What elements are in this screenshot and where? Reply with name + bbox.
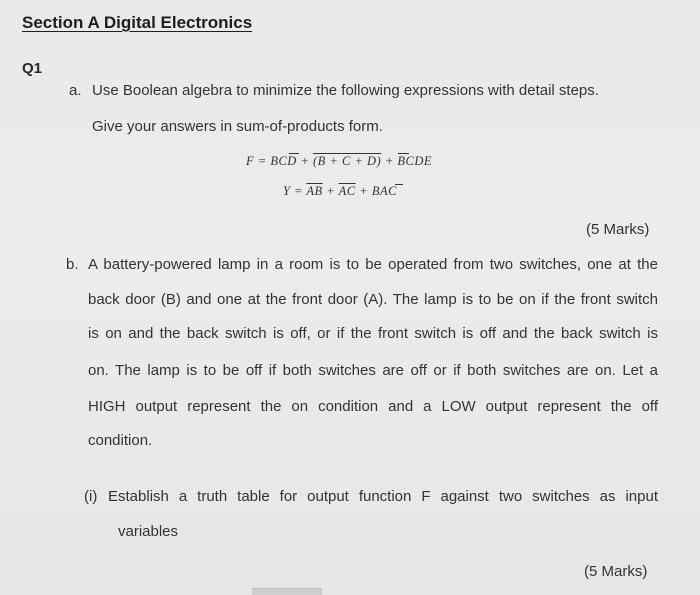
part-b-line-2: back door (B) and one at the front door (A). The lamp is to be on if the front switch: [88, 291, 658, 308]
eq-f-lhs: F: [246, 154, 255, 168]
eq-y-term-1: $\overline{AB}$: [306, 184, 323, 198]
sub-i-label: (i): [84, 488, 98, 505]
question-number: Q1: [22, 60, 43, 77]
part-b-line-1: A battery-powered lamp in a room is to be operated from two switches, one at the: [88, 256, 658, 273]
eq-f-plus-2: +: [384, 154, 394, 168]
eq-f-bar-c: [289, 153, 299, 154]
eq-f-equals: =: [257, 154, 267, 168]
equation-f: [246, 154, 432, 169]
sub-i-line-2: variables: [118, 523, 179, 540]
sub-i-line-1: Establish a truth table for output function F against two switches as input: [108, 488, 658, 505]
eq-y-plus-1: +: [326, 184, 336, 198]
eq-f-term-3: BCDE: [397, 154, 433, 168]
part-a-marks: (5 Marks): [586, 221, 650, 238]
part-b-line-3: is on and the back switch is off, or if the front switch is off and the back switch is: [88, 325, 658, 342]
eq-y-term-3: BAC: [371, 184, 397, 198]
eq-y-lhs: Y: [283, 184, 291, 198]
eq-y-equals: =: [294, 184, 304, 198]
eq-f-term-1: BCD: [270, 154, 297, 168]
eq-f-term-2: (B + C + D): [313, 154, 382, 168]
part-b-label: b.: [66, 256, 79, 273]
part-b-line-5: HIGH output represent the on condition and a LOW output represent the off: [88, 398, 658, 415]
eq-f-bar-d: [398, 153, 409, 154]
part-b-line-4: on. The lamp is to be off if both switches are off or if both switches are on. Let a: [88, 362, 658, 379]
section-title: Section A Digital Electronics: [22, 13, 253, 32]
part-b-line-6: condition.: [88, 432, 153, 449]
eq-f-plus-1: +: [300, 154, 310, 168]
eq-y-plus-2: +: [359, 184, 369, 198]
part-a-line-2: Give your answers in sum-of-products form.: [92, 118, 383, 135]
part-a-label: a.: [69, 82, 82, 99]
part-b-marks: (5 Marks): [584, 563, 648, 580]
equation-y: [283, 184, 397, 199]
eq-y-bar-c: [395, 184, 403, 185]
part-a-line-1: Use Boolean algebra to minimize the following expressions with detail steps.: [92, 82, 599, 99]
eq-y-term-2: $\overline{AC}$: [338, 184, 356, 198]
